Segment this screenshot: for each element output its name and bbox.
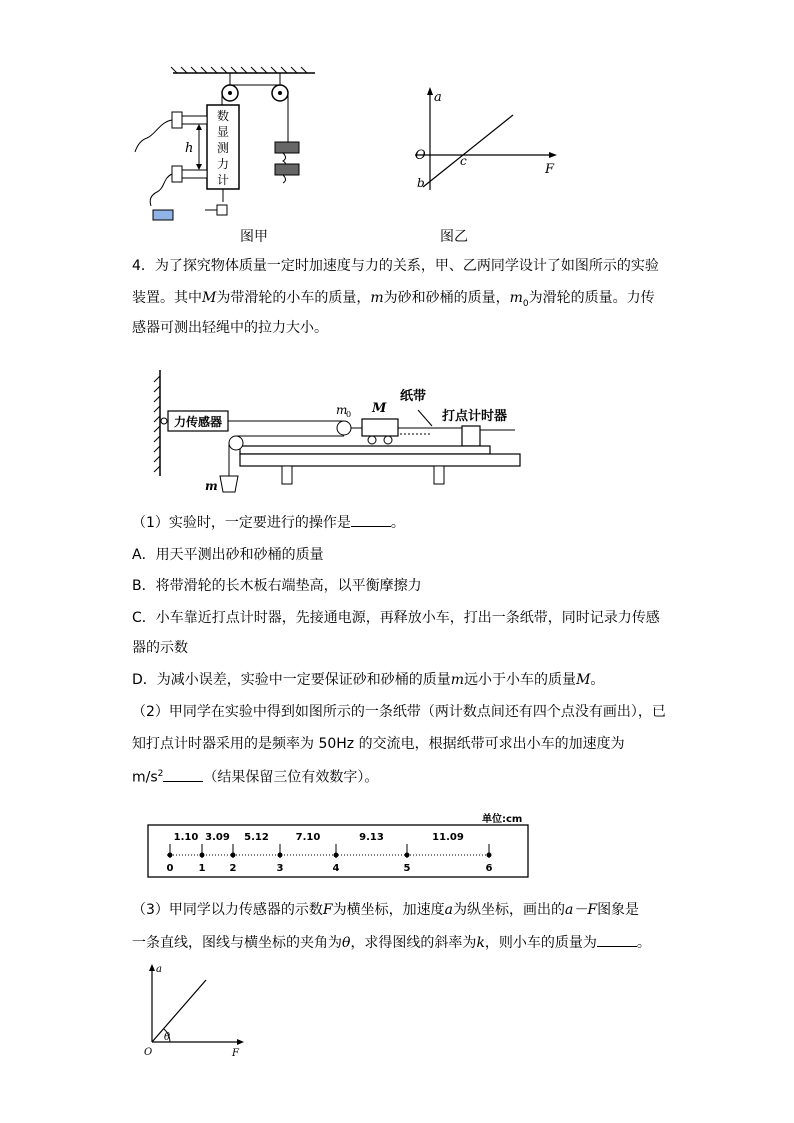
tape-dot [168,853,173,858]
svg-text:θ: θ [164,1032,171,1043]
tape-point-label: 5 [403,863,411,874]
option-c-line1: C．小车靠近打点计时器，先接通电源，再释放小车，打出一条纸带，同时记录力传感 [132,610,660,626]
svg-text:力传感器: 力传感器 [173,415,223,429]
svg-text:O: O [415,148,426,163]
part1-stem: （1）实验时，一定要进行的操作是 。 [132,512,672,533]
svg-text:a: a [156,964,162,975]
tape-point-label: 4 [332,863,340,874]
answer-blank-2[interactable] [163,767,203,782]
af-graph [140,960,250,1060]
tape-segment-label: 11.09 [432,832,464,843]
tape-point-label: 6 [485,863,493,874]
answer-blank-3[interactable] [597,932,637,947]
tape-segment-label: 5.12 [244,832,269,843]
timer [462,426,480,446]
apparatus-figure [150,368,530,498]
svg-text:b: b [417,176,425,190]
tape-segment-label: 9.13 [359,832,384,843]
tape-dot [334,853,339,858]
tape-dot [487,853,492,858]
option-b: B．将带滑轮的长木板右端垫高，以平衡摩擦力 [132,578,422,594]
part3-line1: （3）甲同学以力传感器的示数F为横坐标，加速度a为纵坐标，画出的a－F图象是 [132,902,640,918]
part2-line1: （2）甲同学在实验中得到如图所示的一条纸带（两计数点间还有四个点没有画出），已 [132,704,666,720]
svg-text:打点计时器: 打点计时器 [442,409,508,424]
svg-text:F: F [232,1048,239,1059]
tape-dot [278,853,283,858]
svg-text:力: 力 [216,157,230,171]
svg-text:c: c [460,154,467,168]
tape-point-label: 2 [229,863,237,874]
tape-dot [200,853,205,858]
svg-text:m: m [205,479,218,493]
tape-point-label: 3 [276,863,284,874]
option-d: D．为减小误差，实验中一定要保证砂和砂桶的质量m远小于小车的质量M。 [132,672,605,688]
svg-text:测: 测 [216,141,230,155]
tape-point-label: 0 [166,863,174,874]
tape-segment-label: 3.09 [205,832,230,843]
tape-unit: 单位:cm [482,814,523,825]
tape-dot [405,853,410,858]
svg-text:纸带: 纸带 [400,389,427,404]
part2-line2: 知打点计时器采用的是频率为 50Hz 的交流电，根据纸带可求出小车的加速度为 [132,736,625,752]
option-a: A．用天平测出砂和砂桶的质量 [132,547,324,563]
svg-text:M: M [372,401,387,416]
tape-dot [231,853,236,858]
svg-text:F: F [545,162,555,177]
svg-text:O: O [144,1047,153,1058]
tape-segment-label: 7.10 [295,832,321,843]
svg-text:显: 显 [216,125,230,139]
option-c-line2: 器的示数 [132,640,188,656]
q4-intro-line2: 装置。其中M为带滑轮的小车的质量，m为砂和砂桶的质量，$m_0$为滑轮的质量。力传 [132,290,655,309]
svg-text:h: h [185,141,194,156]
part3-line2: 一条直线，图线与横坐标的夹角为θ，求得图线的斜率为k，则小车的质量为 。 [132,932,672,953]
svg-text:a: a [434,90,442,105]
caption-fig-yi: 图乙 [440,229,468,245]
svg-text:数: 数 [216,109,230,123]
svg-text:m: m [336,403,348,417]
svg-text:计: 计 [216,173,230,187]
tape-figure [145,810,535,880]
q4-intro-line3: 感器可测出轻绳中的拉力大小。 [132,320,328,336]
tape-point-label: 1 [198,863,206,874]
caption-fig-jia: 图甲 [240,229,268,245]
figure-jia [125,60,325,225]
q4-intro-line1: 4．为了探究物体质量一定时加速度与力的关系，甲、乙两同学设计了如图所示的实验 [132,258,659,274]
figure-yi [405,85,565,195]
svg-text:0: 0 [346,410,352,419]
part2-line3: $m/s^2$ （结果保留三位有效数字）。 [132,764,672,788]
answer-blank-1[interactable] [351,512,391,527]
cart [362,419,398,436]
tape-segment-label: 1.10 [173,832,199,843]
